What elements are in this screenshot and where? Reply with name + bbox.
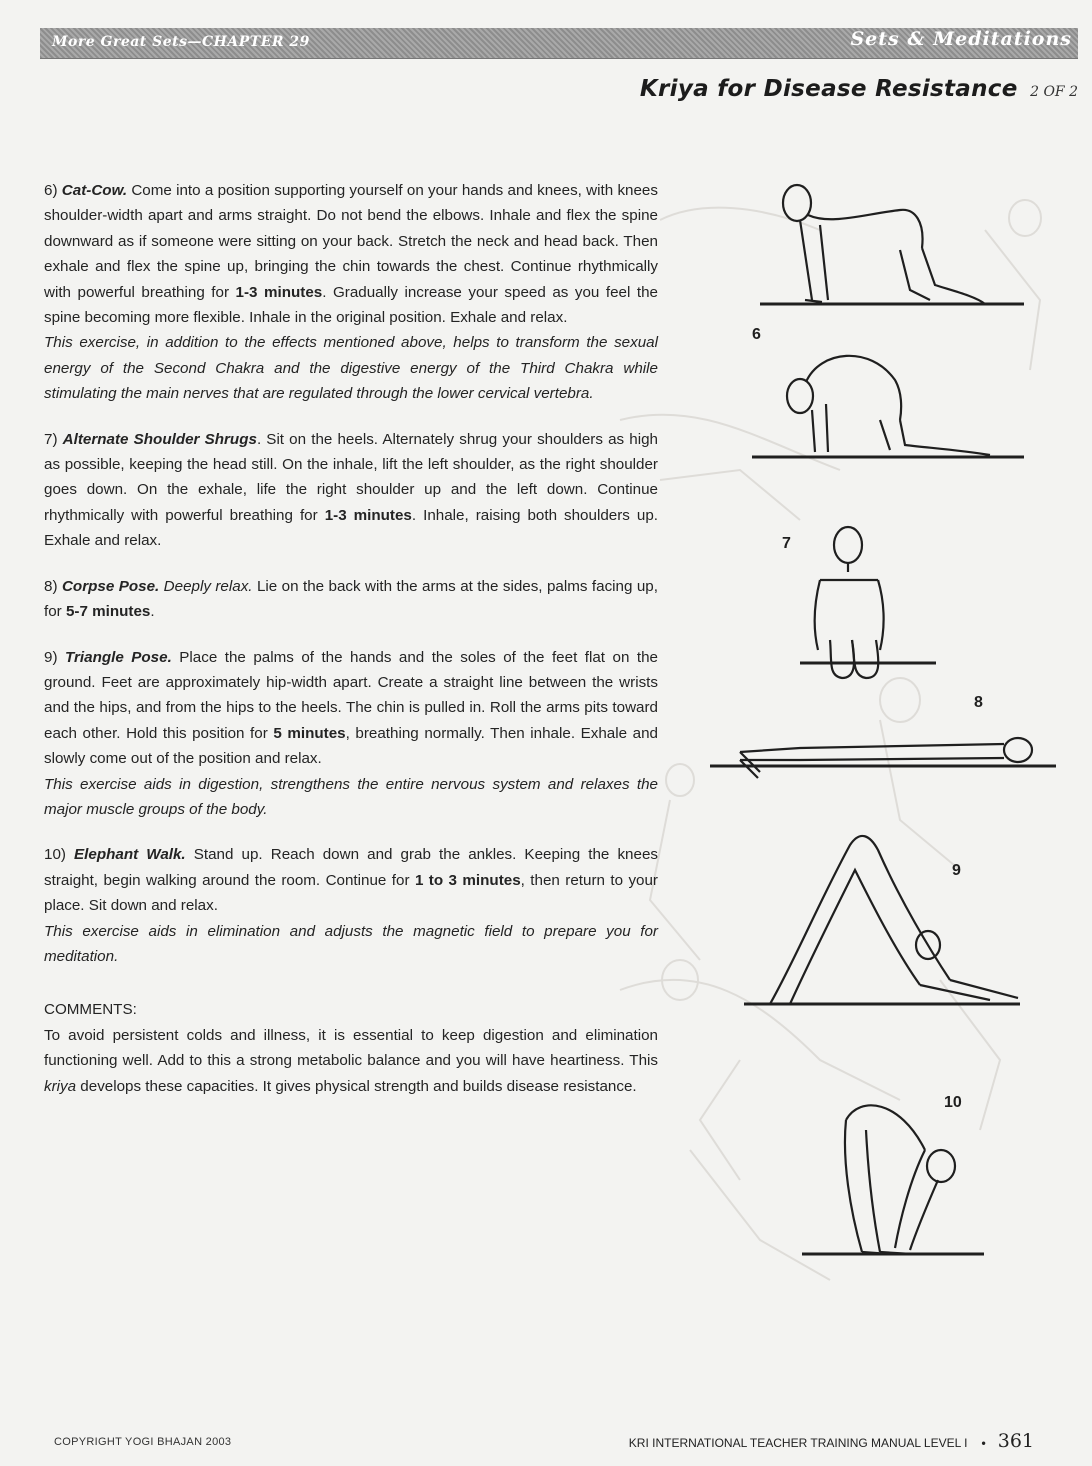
exercise-10 — [44, 842, 658, 969]
exercise-name: Alternate Shoulder Shrugs — [62, 430, 257, 448]
exercise-instructions-cont: . — [150, 603, 155, 621]
manual-title: KRI INTERNATIONAL TEACHER TRAINING MANUAL LEVEL I — [628, 1436, 968, 1450]
exercise-instructions-cont: , then return to your place. Sit down and relax. — [44, 871, 658, 915]
exercise-duration: 5 minutes — [273, 724, 346, 742]
cat-cow-figure-a — [760, 185, 1024, 304]
exercise-instructions: Come into a position supporting yourself on your hands and knees, with knees shoulder-width apart and arms straight. Do not bend the elbows. Inhale and flex the spine downward as if someone were sitting on your back. Stretch the neck and head back. Then exhale and flex the spine up, bringing the chin towards the chest. Continue rhythmically with powerful breathing for — [44, 182, 658, 301]
exercise-name: Triangle Pose. — [65, 648, 172, 666]
exercise-effect: This exercise aids in elimination and adjusts the magnetic field to prepare you for meditation. — [44, 922, 658, 965]
exercise-duration: 5-7 minutes — [65, 603, 151, 621]
figure-label-8: 8 — [974, 694, 983, 711]
exercise-number: 9) — [44, 648, 58, 666]
exercise-number: 6) — [44, 182, 58, 199]
shoulder-shrug-figure — [800, 527, 936, 678]
cat-cow-figure-b — [752, 356, 1024, 457]
exercise-number: 7) — [44, 430, 58, 448]
chapter-label: More Great Sets—CHAPTER 29 — [52, 34, 310, 50]
exercise-name: Corpse Pose. — [61, 577, 160, 595]
footer-bullet: • — [981, 1436, 986, 1450]
copyright-footer: COPYRIGHT YOGI BHAJAN 2003 — [54, 1436, 232, 1448]
exercise-instructions: Lie on the back with the arms at the sides, palms facing up, for — [44, 577, 658, 621]
exercise-instructions-cont: . Inhale, raising both shoulders up. Exhale and relax. — [44, 506, 658, 550]
kriya-term: kriya — [44, 1077, 77, 1095]
section-label: Sets & Meditations — [850, 28, 1072, 50]
exercise-8 — [44, 574, 658, 625]
exercise-text-column — [44, 178, 658, 1119]
exercise-number: 10) — [44, 846, 66, 864]
page-of-count: 2 OF 2 — [1030, 84, 1078, 100]
triangle-pose-figure — [744, 836, 1020, 1004]
figure-label-9: 9 — [952, 862, 961, 879]
page-number: 361 — [997, 1430, 1034, 1452]
exercise-duration: 1-3 minutes — [235, 283, 323, 301]
exercise-7 — [44, 427, 658, 554]
figure-label-6: 6 — [752, 326, 761, 343]
exercise-duration: 1 to 3 minutes — [414, 871, 521, 889]
exercise-number: 8) — [44, 577, 58, 595]
exercise-9 — [44, 645, 658, 823]
exercise-instructions-cont: . Gradually increase your speed as you feel the spine becoming more flexible. Inhale in the original position. Exhale and relax. — [44, 283, 658, 327]
exercise-name: Cat-Cow. — [61, 182, 128, 199]
exercise-effect: This exercise, in addition to the effects mentioned above, helps to transform the sexual energy of the Second Chakra and the digestive energy of the Third Chakra while stimulating the main nerves that are regulated through the lower cervical vertebra. — [44, 334, 658, 403]
page-title: Kriya for Disease Resistance — [639, 76, 1018, 102]
manual-footer — [629, 1430, 1034, 1452]
exercise-instructions: Stand up. Reach down and grab the ankles. Keeping the knees straight, begin walking around the room. Continue for — [44, 846, 658, 889]
chapter-header-bar — [40, 28, 1078, 59]
comments-section — [44, 997, 658, 1099]
exercise-6 — [44, 178, 658, 407]
figure-label-10: 10 — [944, 1094, 962, 1111]
page-title-block — [640, 76, 1078, 102]
exercise-instructions: . Sit on the heels. Alternately shrug your shoulders as high as possible, keeping the head still. On the inhale, lift the left shoulder, as the right shoulder goes down. On the exhale, life the right shoulder up and the left down. Continue rhythmically with powerful breathing for — [44, 430, 658, 524]
exercise-instructions-cont: , breathing normally. Then inhale. Exhale and slowly come out of the position and relax. — [44, 724, 658, 768]
exercise-duration: 1-3 minutes — [324, 506, 412, 524]
corpse-pose-figure — [710, 738, 1056, 778]
exercise-name: Elephant Walk. — [74, 846, 186, 864]
comments-heading: COMMENTS: — [44, 1001, 137, 1019]
elephant-walk-figure — [802, 1105, 984, 1254]
exercise-instructions: Place the palms of the hands and the soles of the feet flat on the ground. Feet are approximately hip-width apart. Create a straight line between the wrists and the hips, and from the hips to the heels. The chin is pulled in. Roll the arms pits toward each other. Hold this position for — [44, 648, 658, 742]
comments-text: To avoid persistent colds and illness, it is essential to keep digestion and elimination functioning well. Add to this a strong metabolic balance and you will have heartiness. This — [44, 1026, 658, 1070]
exercise-effect: This exercise aids in digestion, strengthens the entire nervous system and relaxes the major muscle groups of the body. — [44, 775, 658, 818]
comments-text-cont: develops these capacities. It gives physical strength and builds disease resistance. — [76, 1077, 637, 1095]
exercise-relax-note: Deeply relax. — [163, 577, 253, 595]
figure-label-7: 7 — [782, 535, 791, 552]
